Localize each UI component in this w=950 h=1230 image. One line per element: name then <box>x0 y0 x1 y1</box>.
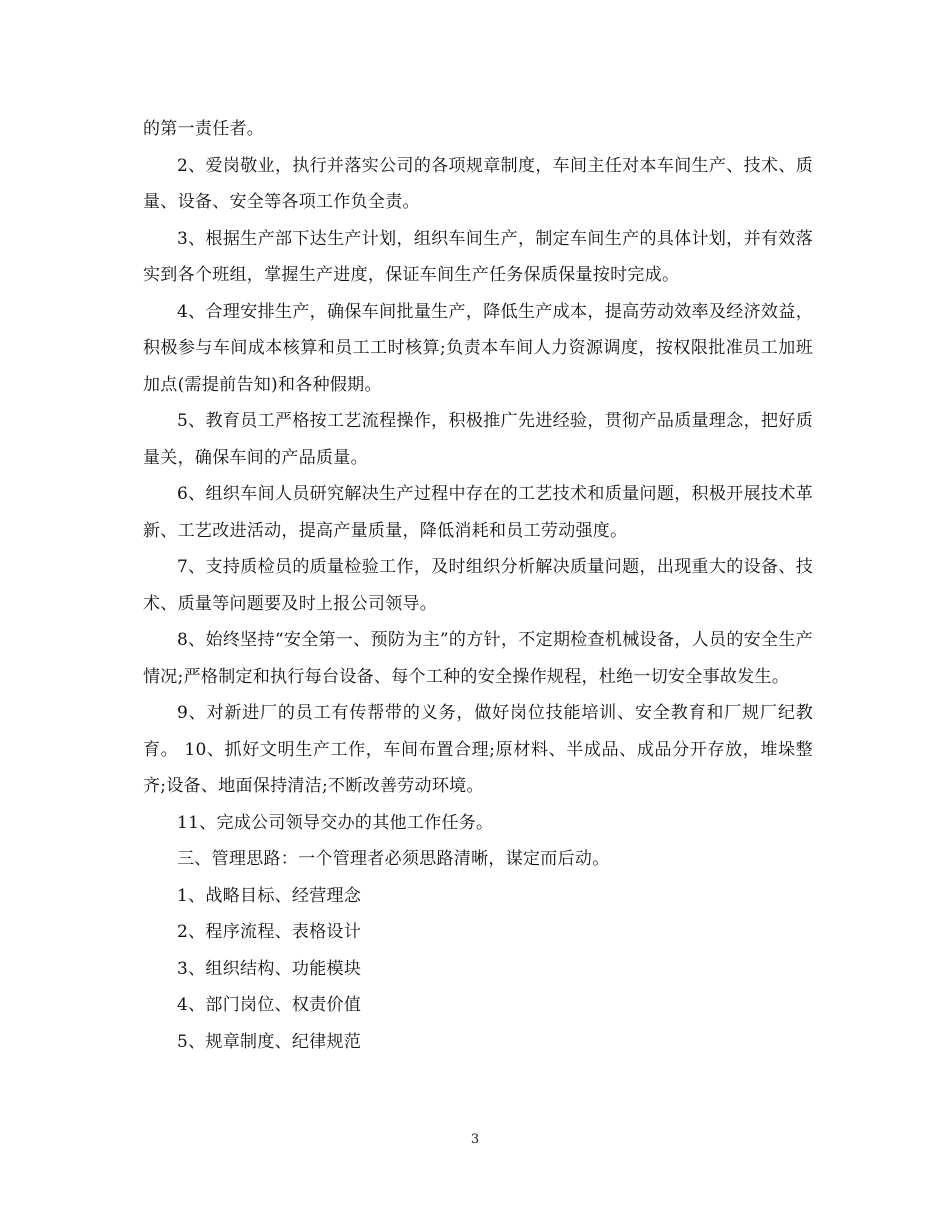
paragraph: 4、合理安排生产，确保车间批量生产，降低生产成本，提高劳动效率及经济效益，积极参与车间成本核算和员工工时核算;负责本车间人力资源调度，按权限批准员工加班加点(需提前告知)和各种假期。 <box>143 301 813 395</box>
document-body <box>143 111 813 1060</box>
page-number: 3 <box>470 1132 480 1147</box>
list-item: 1、战略目标、经营理念 <box>177 885 362 906</box>
paragraph: 8、始终坚持“安全第一、预防为主”的方针，不定期检查机械设备，人员的安全生产情况;严格制定和执行每台设备、每个工种的安全操作规程，杜绝一切安全事故发生。 <box>143 630 813 687</box>
paragraph: 3、根据生产部下达生产计划，组织车间生产，制定车间生产的具体计划，并有效落实到各个班组，掌握生产进度，保证车间生产任务保质保量按时完成。 <box>143 228 813 285</box>
list-item: 5、规章制度、纪律规范 <box>177 1031 362 1052</box>
paragraph: 7、支持质检员的质量检验工作，及时组织分析解决质量问题，出现重大的设备、技术、质量等问题要及时上报公司领导。 <box>143 557 813 614</box>
paragraph: 2、爱岗敬业，执行并落实公司的各项规章制度，车间主任对本车间生产、技术、质量、设备、安全等各项工作负全责。 <box>143 155 813 212</box>
paragraph: 6、组织车间人员研究解决生产过程中存在的工艺技术和质量问题，积极开展技术革新、工艺改进活动，提高产量质量，降低消耗和员工劳动强度。 <box>143 484 813 541</box>
list-item: 3、组织结构、功能模块 <box>177 958 362 979</box>
section-heading: 三、管理思路：一个管理者必须思路清晰，谋定而后动。 <box>177 849 610 869</box>
list-item: 4、部门岗位、权责价值 <box>177 995 362 1015</box>
paragraph: 的第一责任者。 <box>143 119 265 139</box>
paragraph: 5、教育员工严格按工艺流程操作，积极推广先进经验，贯彻产品质量理念，把好质量关，确保车间的产品质量。 <box>143 411 813 468</box>
list-item: 2、程序流程、表格设计 <box>177 922 362 942</box>
paragraph: 9、对新进厂的员工有传帮带的义务，做好岗位技能培训、安全教育和厂规厂纪教育。 10、抓好文明生产工作，车间布置合理;原材料、半成品、成品分开存放，堆垛整齐;设备、地面保持清洁;不断改善劳动环境。 <box>143 703 813 796</box>
paragraph: 11、完成公司领导交办的其他工作任务。 <box>177 812 494 833</box>
